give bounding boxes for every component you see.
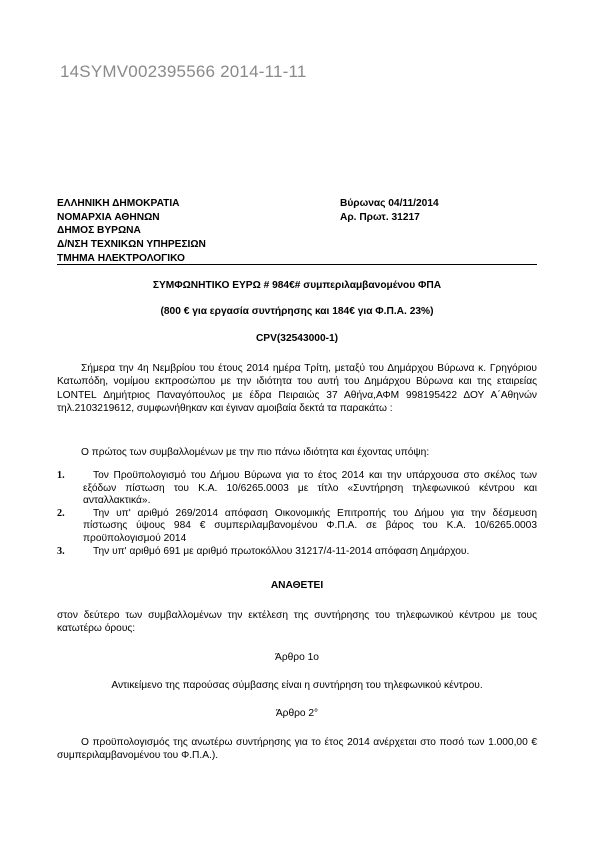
date-protocol-block [340,197,439,224]
list-item [57,470,537,508]
list-item-text: Τον Προϋπολογισμό του Δήμου Βύρωνα για το έτος 2014 και την υπάρχουσα στο σκέλος των εξόδων πίστωση του Κ.Α. 10/6265.0003 με τίτλο «Συντήρηση τηλεφωνικού κέντρου και ανταλλακτικά». [83,470,537,507]
article-2-text: Ο προϋπολογισμός της ανωτέρω συντήρησης για το έτος 2014 ανέρχεται στο ποσό των 1.000,00 € συμπεριλαμβανομένου του Φ.Π.Α.). [57,737,537,762]
assigns-heading: ΑΝΑΘΕΤΕΙ [270,580,324,591]
list-item-number: 1. [57,470,65,481]
agreement-subtitle: (800 € για εργασία συντήρησης και 184€ για Φ.Π.Α. 23%) [160,306,434,317]
cpv-code: CPV(32543000-1) [255,333,339,344]
first-party-text: Ο πρώτος των συμβαλλομένων με την πιο πάνω ιδιότητα και έχοντας υπόψη: [81,447,430,458]
list-item [57,508,537,546]
issuer-line: ΕΛΛΗΝΙΚΗ ΔΗΜΟΚΡΑΤΙΑ [57,198,180,209]
list-item-number: 2. [57,507,65,519]
list-item-text: Την υπ' αριθμό 269/2014 απόφαση Οικονομικής Επιτροπής του Δήμου για την δέσμευση πίστωσης ύψους 984 € συμπεριλαμβανομένου Φ.Π.Α. σε βάρος του Κ.Α. 10/6265.0003 προϋπολογισμού 2014 [83,507,537,544]
issuer-line: Δ/ΝΣΗ ΤΕΧΝΙΚΩΝ ΥΠΗΡΕΣΙΩΝ [57,239,206,251]
article-2-paragraph [57,736,537,763]
second-party-paragraph [57,609,537,636]
header-divider [57,264,537,265]
issuer-line: ΔΗΜΟΣ ΒΥΡΩΝΑ [57,225,141,237]
list-item-number: 3. [57,545,65,557]
protocol-number: Αρ. Πρωτ. 31217 [340,211,420,223]
intro-text: Σήμερα την 4η Νεμβρίου του έτους 2014 ημέρα Τρίτη, μεταξύ του Δημάρχου Βύρωνα κ. Γρηγόριου Κατωπόδη, νομίμου εκπροσώπου με την ιδιότητα του αυτή του Δημάρχου Βύρωνα και της εταιρείας LONTEL Δημήτριος Παναγόπουλος με έδρα Πειραιώς 37 Αθήνα,ΑΦΜ 998195422 ΔΟΥ Α΄Αθηνών τηλ.2103219612, συμφωνήθηκαν και έγιναν αμοιβαία δεκτά τα παρακάτω : [57,363,537,415]
document-date: Βύρωνας 04/11/2014 [340,198,439,209]
list-item-text: Την υπ' αριθμό 691 με αριθμό πρωτοκόλλου 31217/4-11-2014 απόφαση Δημάρχου. [93,545,470,557]
issuer-line: ΝΟΜΑΡΧΙΑ ΑΘΗΝΩΝ [57,211,160,223]
document-id-stamp: 14SYMV002395566 2014-11-11 [60,62,307,81]
article-1-heading: Άρθρο 1ο [275,652,319,663]
article-2-heading: Άρθρο 2° [275,708,319,719]
article-1-text: Αντικείμενο της παρούσας σύμβασης είναι η συντήρηση του τηλεφωνικού κέντρου. [111,680,483,691]
issuer-header [57,197,206,266]
intro-paragraph [57,362,537,416]
first-party-paragraph [57,446,537,459]
second-party-text: στον δεύτερο των συμβαλλομένων την εκτέλεση της συντήρησης του τηλεφωνικού κέντρου με τους κατωτέρω όρους: [57,610,537,635]
agreement-title: ΣΥΜΦΩΝΗΤΙΚΟ ΕΥΡΩ # 984€# συμπεριλαμβανομένου ΦΠΑ [152,280,442,291]
considerations-list [57,470,537,558]
list-item [57,546,537,559]
issuer-line: ΤΜΗΜΑ ΗΛΕΚΤΡΟΛΟΓΙΚΟ [57,252,185,264]
